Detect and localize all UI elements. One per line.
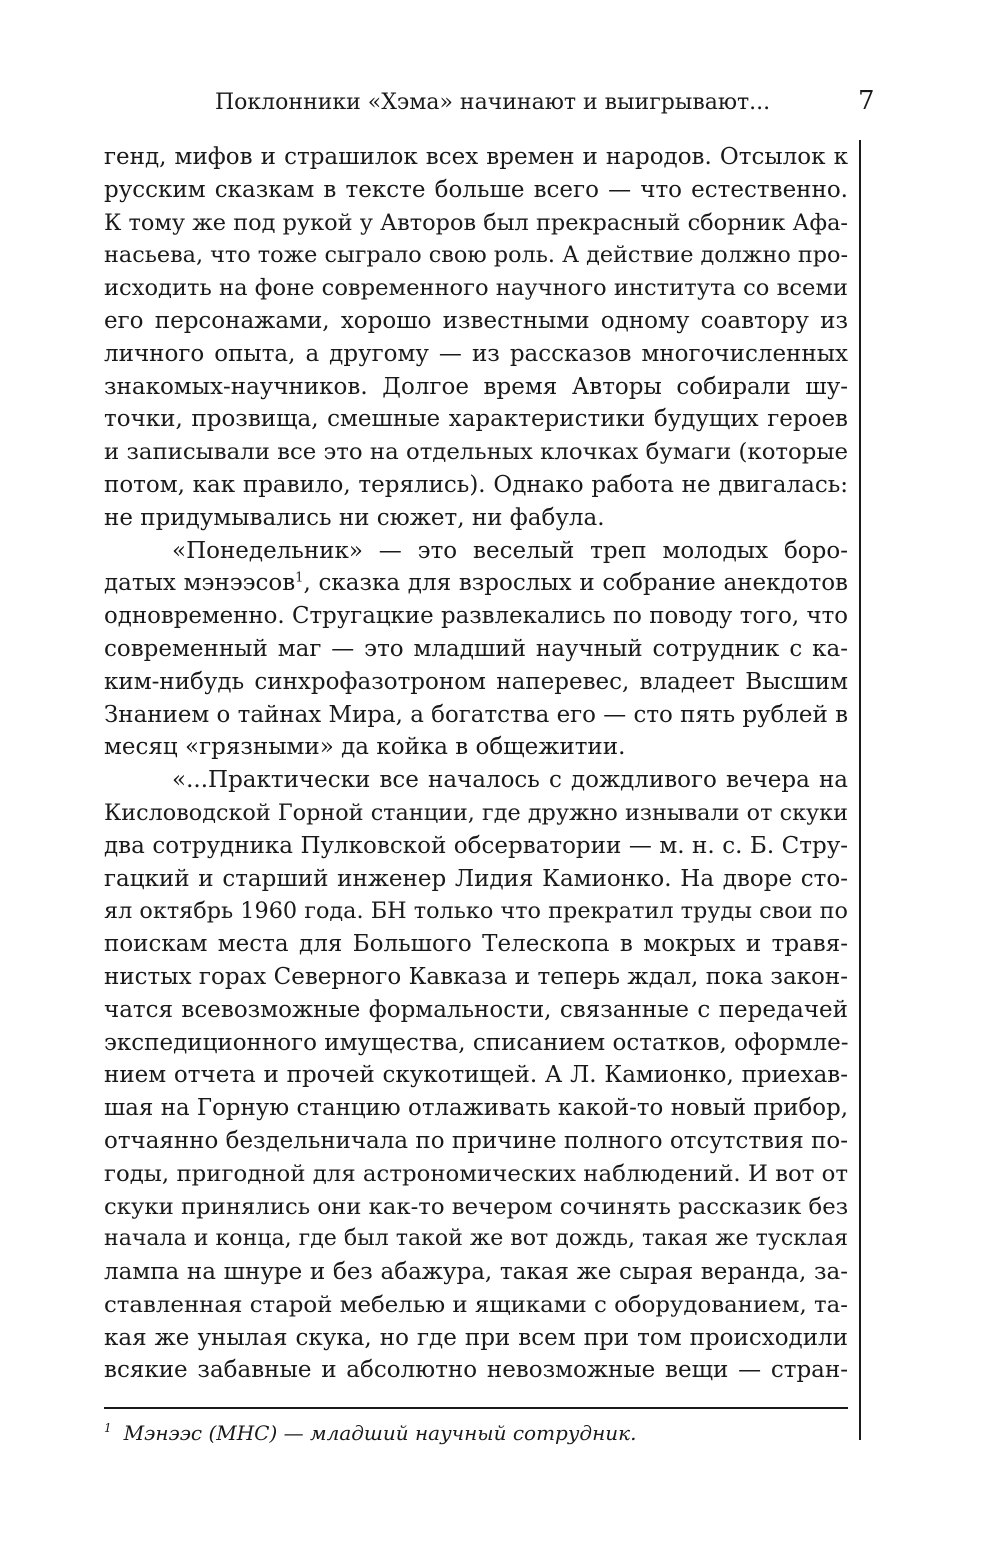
text-line: его персонажами, хорошо известными одному соавтору из <box>104 307 848 334</box>
running-title: Поклонники «Хэма» начинают и выигрывают... <box>215 90 771 115</box>
text-line: «...Практически все началось с дождливого вечера на <box>172 767 848 794</box>
footnote-divider <box>104 1407 848 1409</box>
text-line: ял октябрь 1960 года. БН только что прекратил труды свои по <box>104 898 848 925</box>
text-line: отчаянно бездельничала по причине полного отсутствия по- <box>104 1127 848 1154</box>
text-line: современный маг — это младший научный сотрудник с ка- <box>104 635 848 662</box>
footnote <box>104 1418 636 1448</box>
text-line: Кисловодской Горной станции, где дружно изнывали от скуки <box>104 799 848 826</box>
text-line: точки, прозвища, смешные характеристики будущих героев <box>104 406 848 433</box>
text-line: личного опыта, а другому — из рассказов многочисленных <box>104 340 848 367</box>
text-line: исходить на фоне современного научного института со всеми <box>104 275 848 302</box>
text-line: не придумывались ни сюжет, ни фабула. <box>104 504 605 531</box>
text-line: Знанием о тайнах Мира, а богатства его — сто пять рублей в <box>104 701 848 728</box>
text-line: поискам места для Большого Телескопа в мокрых и травя- <box>104 931 848 958</box>
text-line: годы, пригодной для астрономических наблюдений. И вот от <box>104 1160 848 1187</box>
text-line: русским сказкам в тексте больше всего — что естественно. <box>104 176 848 203</box>
text-line: нием отчета и прочей скукотищей. А Л. Камионко, приехав- <box>104 1062 848 1089</box>
text-segment: , сказка для взрослых и собрание анекдотов <box>303 570 848 597</box>
margin-rule <box>859 140 861 1440</box>
text-line: и записывали все это на отдельных клочках бумаги (которые <box>104 439 848 466</box>
text-line: нистых горах Северного Кавказа и теперь ждал, пока закон- <box>104 963 848 990</box>
body-text <box>104 141 848 1387</box>
footnote-reference: 1 <box>295 570 304 586</box>
text-line: скуки принялись они как-то вечером сочинять рассказик без <box>104 1193 848 1220</box>
text-line: К тому же под рукой у Авторов был прекрасный сборник Афа- <box>104 209 848 236</box>
text-line: чатся всевозможные формальности, связанные с передачей <box>104 996 848 1023</box>
text-line <box>104 567 848 600</box>
text-line: ставленная старой мебелью и ящиками с оборудованием, та- <box>104 1291 848 1318</box>
text-line: лампа на шнуре и без абажура, такая же сырая веранда, за- <box>104 1259 848 1286</box>
text-segment: датых мэнээсов <box>104 570 296 597</box>
text-line: знакомых-научников. Долгое время Авторы собирали шу- <box>104 373 848 400</box>
footnote-text: Мэнээс (МНС) — младший научный сотрудник. <box>123 1421 637 1445</box>
text-line: «Понедельник» — это веселый треп молодых боро- <box>172 537 848 564</box>
text-line: месяц «грязными» да койка в общежитии. <box>104 734 626 761</box>
text-line: гацкий и старший инженер Лидия Камионко. На дворе сто- <box>104 865 848 892</box>
text-line: кая же унылая скука, но где при всем при том происходили <box>104 1324 848 1351</box>
text-line: начала и конца, где был такой же вот дождь, такая же тусклая <box>104 1226 848 1252</box>
text-line: шая на Горную станцию отлаживать какой-то новый прибор, <box>104 1095 848 1122</box>
text-line: потом, как правило, терялись). Однако работа не двигалась: <box>104 471 848 498</box>
text-line: одновременно. Стругацкие развлекались по поводу того, что <box>104 603 848 630</box>
text-line: ким-нибудь синхрофазотроном наперевес, владеет Высшим <box>104 668 848 695</box>
text-line: экспедиционного имущества, списанием остатков, оформле- <box>104 1029 848 1056</box>
text-line: два сотрудника Пулковской обсерватории — м. н. с. Б. Стру- <box>104 832 848 859</box>
text-line: всякие забавные и абсолютно невозможные вещи — стран- <box>104 1357 848 1384</box>
footnote-marker: 1 <box>104 1421 112 1436</box>
text-line: насьева, что тоже сыграло свою роль. А действие должно про- <box>104 242 848 269</box>
text-line: генд, мифов и страшилок всех времен и народов. Отсылок к <box>104 144 848 170</box>
page-number: 7 <box>858 86 875 116</box>
